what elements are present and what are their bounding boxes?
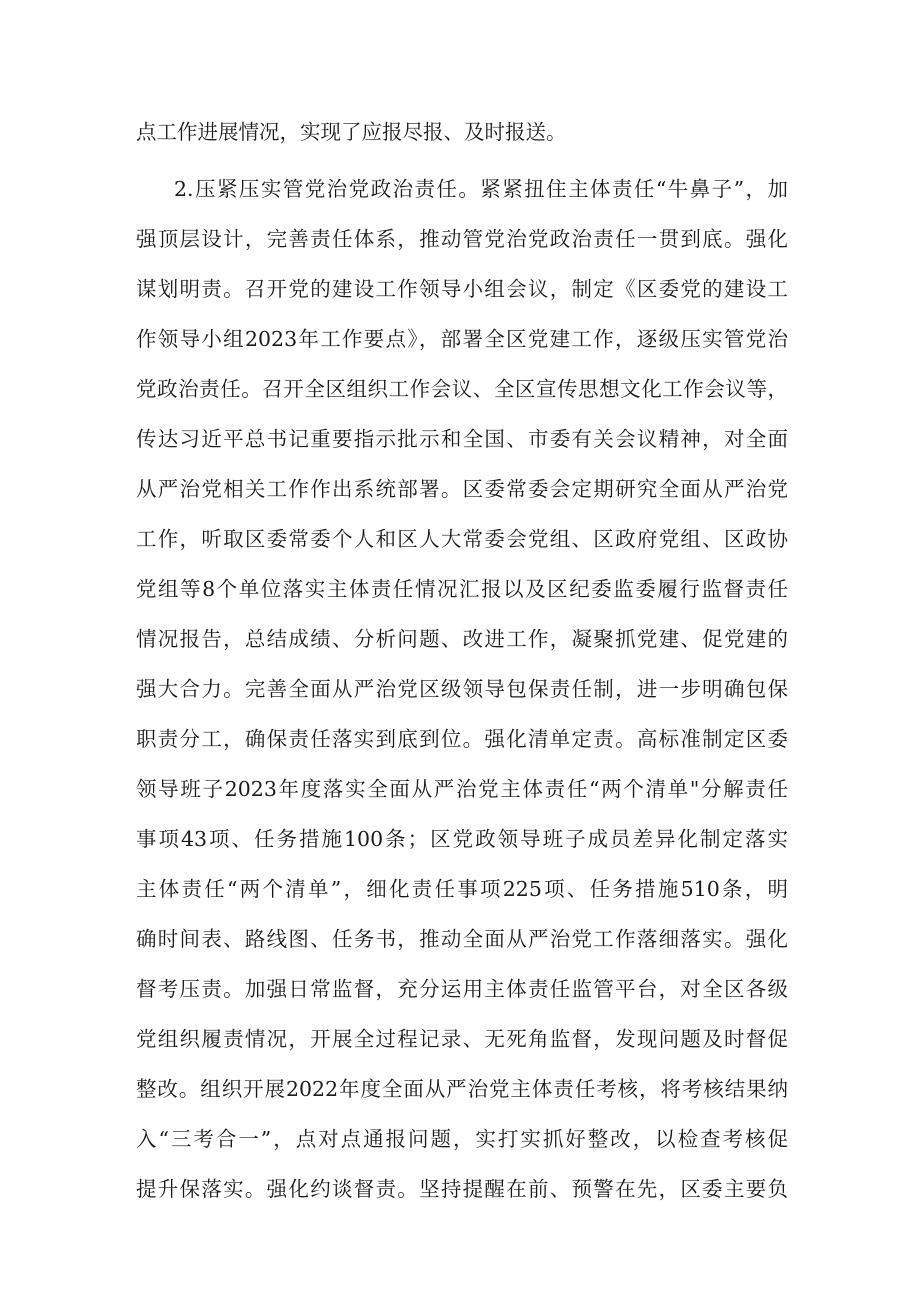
paragraph-2-line: 从严治党相关工作作出系统部署。区委常委会定期研究全面从严治党 bbox=[136, 477, 788, 501]
paragraph-2-line: 情况报告，总结成绩、分析问题、改进工作，凝聚抓党建、促党建的 bbox=[136, 627, 788, 651]
paragraph-2-line: 传达习近平总书记重要指示批示和全国、市委有关会议精神，对全面 bbox=[136, 427, 788, 451]
paragraph-2-line: 领导班子2023年度落实全面从严治党主体责任“两个清单"分解责任 bbox=[136, 777, 788, 801]
paragraph-2-line: 督考压责。加强日常监督，充分运用主体责任监管平台，对全区各级 bbox=[136, 977, 788, 1001]
paragraph-2-line: 2.压紧压实管党治党政治责任。紧紧扭住主体责任“牛鼻子”，加 bbox=[174, 177, 788, 201]
paragraph-1-tail: 点工作进展情况，实现了应报尽报、及时报送。 bbox=[136, 120, 567, 144]
paragraph-2-line: 职责分工，确保责任落实到底到位。强化清单定责。高标准制定区委 bbox=[136, 727, 788, 751]
paragraph-2-line: 工作，听取区委常委个人和区人大常委会党组、区政府党组、区政协 bbox=[136, 527, 788, 551]
paragraph-2-line: 党政治责任。召开全区组织工作会议、全区宣传思想文化工作会议等， bbox=[136, 377, 788, 401]
paragraph-2-line: 确时间表、路线图、任务书，推动全面从严治党工作落细落实。强化 bbox=[136, 927, 788, 951]
paragraph-2-line: 提升保落实。强化约谈督责。坚持提醒在前、预警在先，区委主要负 bbox=[136, 1177, 788, 1201]
paragraph-2-line: 入“三考合一”，点对点通报问题，实打实抓好整改，以检查考核促 bbox=[136, 1127, 788, 1151]
paragraph-2-line: 强大合力。完善全面从严治党区级领导包保责任制，进一步明确包保 bbox=[136, 677, 788, 701]
paragraph-2-line: 事项43项、任务措施100条；区党政领导班子成员差异化制定落实 bbox=[136, 827, 788, 851]
paragraph-2-line: 党组织履责情况，开展全过程记录、无死角监督，发现问题及时督促 bbox=[136, 1027, 788, 1051]
paragraph-2-line: 主体责任“两个清单”，细化责任事项225项、任务措施510条，明 bbox=[136, 877, 788, 901]
paragraph-2-line: 谋划明责。召开党的建设工作领导小组会议，制定《区委党的建设工 bbox=[136, 277, 788, 301]
paragraph-2-line: 党组等8个单位落实主体责任情况汇报以及区纪委监委履行监督责任 bbox=[136, 577, 788, 601]
paragraph-2-line: 强顶层设计，完善责任体系，推动管党治党政治责任一贯到底。强化 bbox=[136, 227, 788, 251]
paragraph-2-line: 作领导小组2023年工作要点》，部署全区党建工作，逐级压实管党治 bbox=[136, 327, 788, 351]
paragraph-2-line: 整改。组织开展2022年度全面从严治党主体责任考核，将考核结果纳 bbox=[136, 1077, 788, 1101]
